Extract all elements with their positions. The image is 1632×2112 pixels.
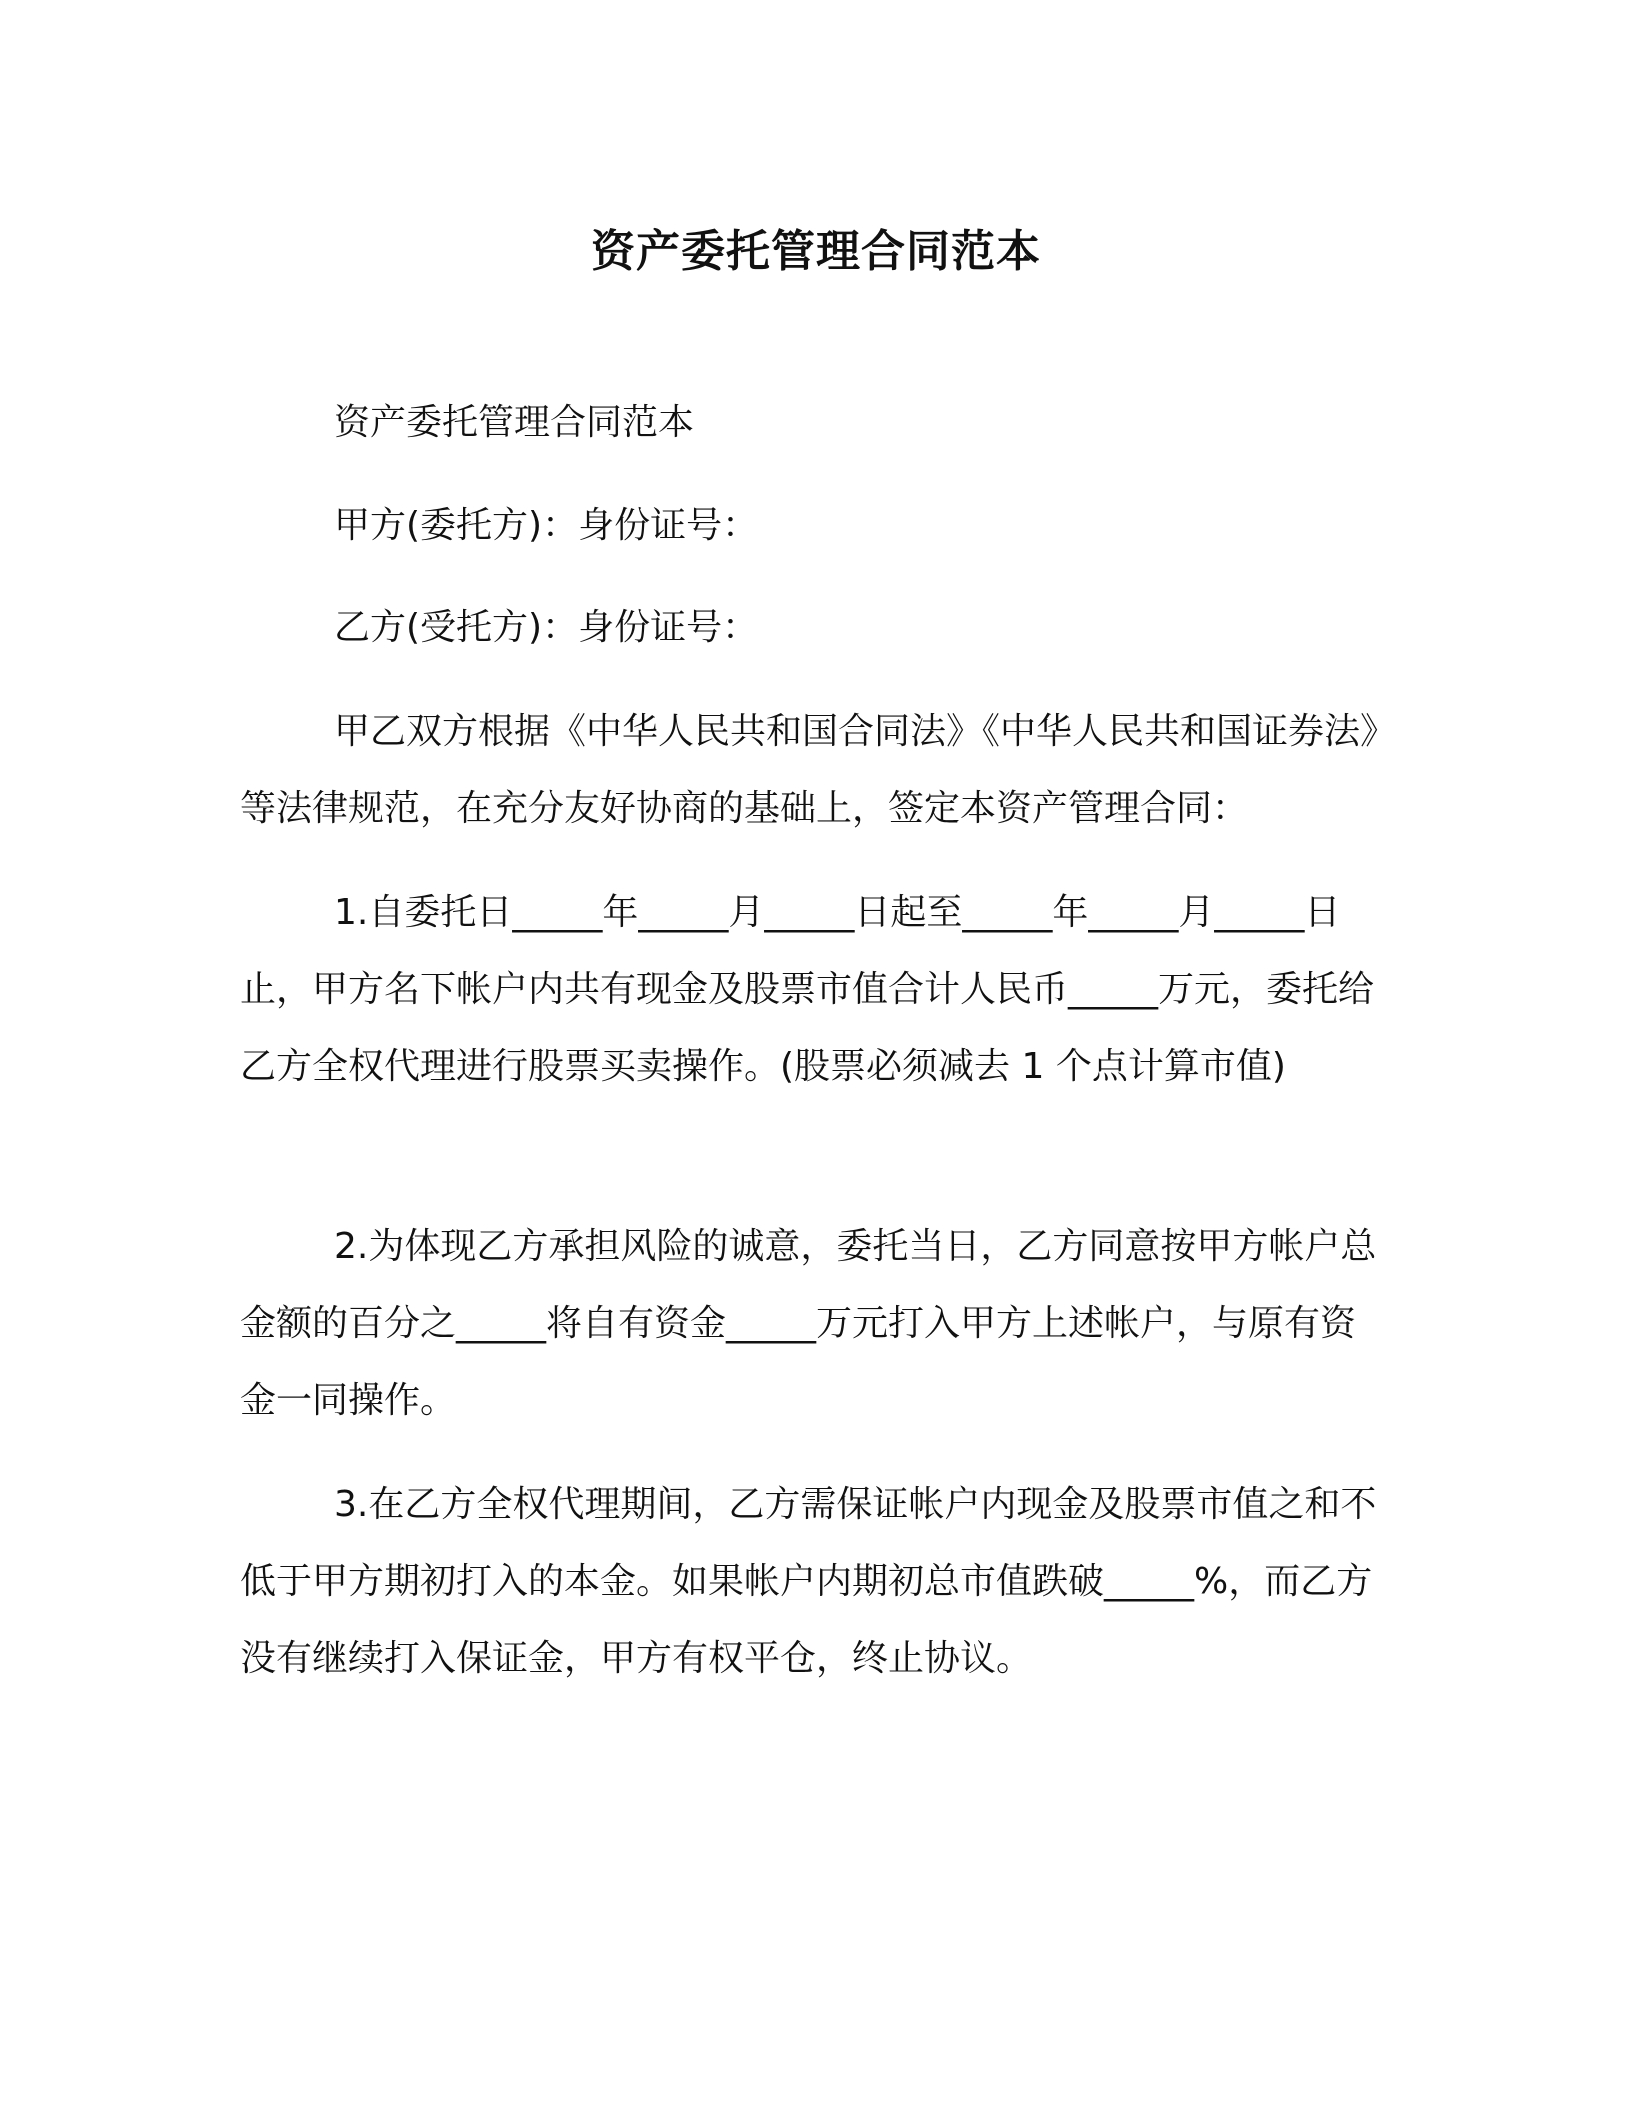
party-b-line: 乙方(受托方)：身份证号： [334,607,759,648]
document-subtitle: 资产委托管理合同范本 [334,402,695,443]
clause-3: 3.在乙方全权代理期间，乙方需保证帐户内现金及股票市值之和不低于甲方期初打入的本金。如果帐户内期初总市值跌破_____%，而乙方没有继续打入保证金，甲方有权平仓，终止协议。 [240,1484,1377,1679]
intro-paragraph: 甲乙双方根据《中华人民共和国合同法》《中华人民共和国证券法》等法律规范，在充分友好协商的基础上，签定本资产管理合同： [240,711,1379,829]
document-title: 资产委托管理合同范本 [591,226,1041,277]
clause-2: 2.为体现乙方承担风险的诚意，委托当日，乙方同意按甲方帐户总金额的百分之_____将自有资金_____万元打入甲方上述帐户，与原有资金一同操作。 [240,1226,1377,1421]
clause-1: 1.自委托日_____年_____月_____日起至_____年_____月_____日止，甲方名下帐户内共有现金及股票市值合计人民币_____万元，委托给乙方全权代理进行股票买卖操作。(股票必须减去 1 个点计算市值) [240,892,1375,1087]
party-a-line: 甲方(委托方)：身份证号： [334,505,759,546]
